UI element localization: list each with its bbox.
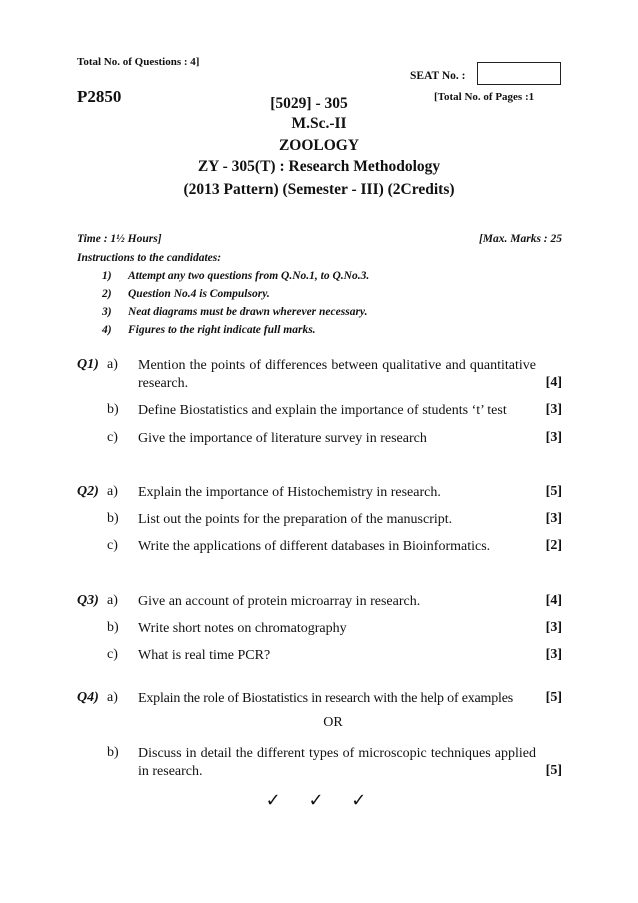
question-text: Give an account of protein microarray in research. xyxy=(138,594,421,609)
sub-question-label: c) xyxy=(107,430,118,445)
question-marks: [2] xyxy=(545,538,562,553)
question-marks: [5] xyxy=(545,763,562,778)
total-questions: Total No. of Questions : 4] xyxy=(77,56,200,68)
end-ticks xyxy=(0,790,636,811)
question-text: Write the applications of different databases in Bioinformatics. xyxy=(138,539,491,554)
question-text: Write short notes on chromatography xyxy=(138,621,347,636)
question-text: Define Biostatistics and explain the importance of students ‘t’ test xyxy=(138,403,507,418)
instruction-text: Question No.4 is Compulsory. xyxy=(128,288,270,300)
question-marks: [3] xyxy=(545,620,562,635)
instruction-text: Neat diagrams must be drawn wherever necessary. xyxy=(128,306,368,318)
question-marks: [5] xyxy=(545,484,562,499)
check-icon: ✓ xyxy=(265,790,283,811)
question-number-q1: Q1) xyxy=(77,357,99,372)
instruction-number: 2) xyxy=(102,288,112,300)
sub-question-label: a) xyxy=(107,357,118,372)
question-text: What is real time PCR? xyxy=(138,648,271,663)
sub-question-label: c) xyxy=(107,538,118,553)
question-marks: [4] xyxy=(545,375,562,390)
sub-question-label: c) xyxy=(107,647,118,662)
question-marks: [3] xyxy=(545,647,562,662)
question-marks: [3] xyxy=(545,402,562,417)
total-pages: [Total No. of Pages :1 xyxy=(434,91,535,103)
question-number-q2: Q2) xyxy=(77,484,99,499)
sub-question-label: b) xyxy=(107,745,119,760)
paper-code: P2850 xyxy=(77,87,122,106)
question-text: Explain the role of Biostatistics in research with the help of examples xyxy=(138,691,513,706)
question-marks: [4] xyxy=(545,593,562,608)
question-text: Give the importance of literature survey in research xyxy=(138,431,427,446)
instruction-number: 3) xyxy=(102,306,112,318)
exam-code: [5029] - 305 xyxy=(270,95,348,112)
paper-title: ZY - 305(T) : Research Methodology xyxy=(197,158,441,175)
question-number-q4: Q4) xyxy=(77,690,99,705)
question-text: Mention the points of differences between qualitative and quantitative research. xyxy=(138,358,536,391)
instruction-number: 1) xyxy=(102,270,112,282)
instruction-text: Figures to the right indicate full marks. xyxy=(128,324,316,336)
question-text: Discuss in detail the different types of microscopic techniques applied in research. xyxy=(138,746,536,779)
question-marks: [3] xyxy=(545,511,562,526)
sub-question-label: b) xyxy=(107,402,119,417)
question-number-q3: Q3) xyxy=(77,593,99,608)
sub-question-label: a) xyxy=(107,484,118,499)
question-marks: [3] xyxy=(545,430,562,445)
time-allowed: Time : 1½ Hours] xyxy=(77,233,162,245)
instruction-text: Attempt any two questions from Q.No.1, to Q.No.3. xyxy=(128,270,370,282)
sub-question-label: a) xyxy=(107,690,118,705)
course-name: M.Sc.-II xyxy=(291,115,347,132)
instructions-heading: Instructions to the candidates: xyxy=(77,252,222,264)
check-icon: ✓ xyxy=(351,790,369,811)
sub-question-label: b) xyxy=(107,511,119,526)
question-text: List out the points for the preparation of the manuscript. xyxy=(138,512,453,527)
question-text: Explain the importance of Histochemistry in research. xyxy=(138,485,441,500)
seat-number-label: SEAT No. : xyxy=(410,70,466,82)
subject-name: ZOOLOGY xyxy=(278,137,360,154)
or-separator: OR xyxy=(323,715,343,730)
check-icon: ✓ xyxy=(308,790,326,811)
pattern-line: (2013 Pattern) (Semester - III) (2Credits) xyxy=(183,181,455,198)
seat-number-box xyxy=(477,62,561,85)
question-marks: [5] xyxy=(545,690,562,705)
instruction-number: 4) xyxy=(102,324,112,336)
sub-question-label: a) xyxy=(107,593,118,608)
sub-question-label: b) xyxy=(107,620,119,635)
max-marks: [Max. Marks : 25 xyxy=(478,233,562,245)
